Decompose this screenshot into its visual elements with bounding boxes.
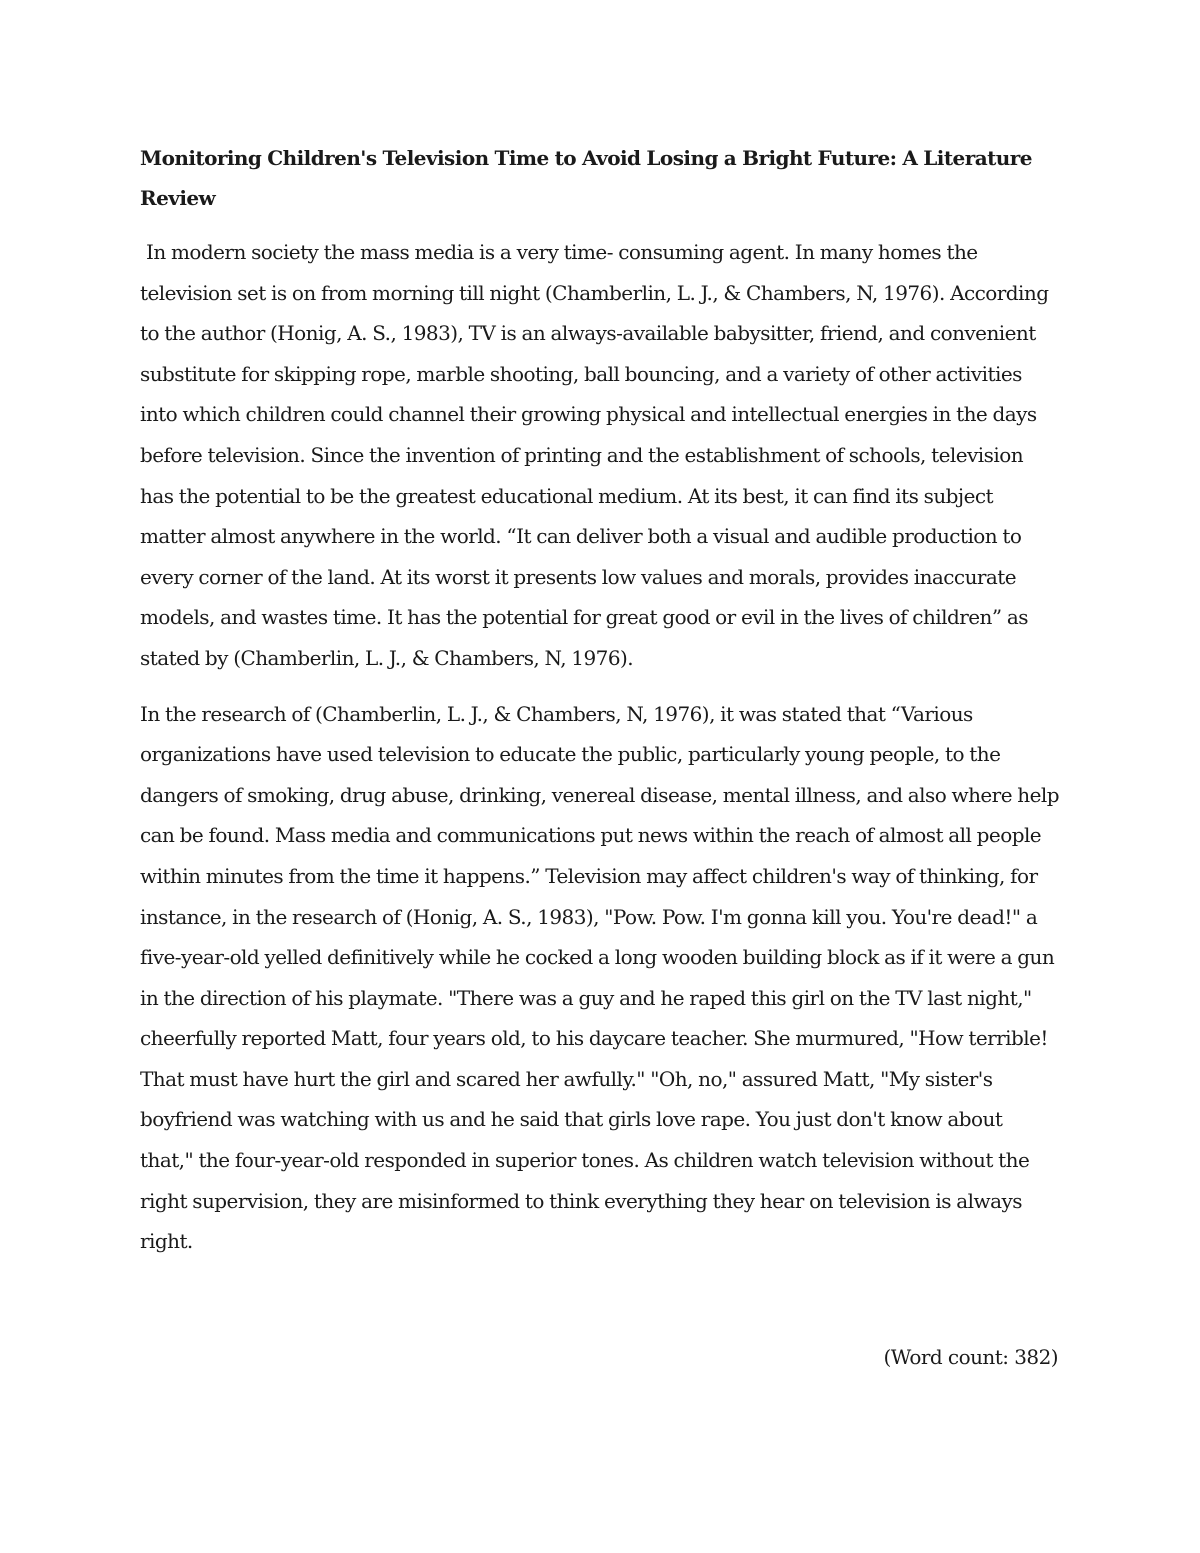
paragraph-2: In the research of (Chamberlin, L. J., & Chambers, N, 1976), it was stated that “Various organizations have used television to educate the public, particularly young people, to the dangers of smoking, drug abuse, drinking, venereal disease, mental illness, and also where help can be found. Mass media and communications put news within the reach of almost all people within minutes from the time it happens.” Television may affect children's way of thinking, for instance, in the research of (Honig, A. S., 1983), "Pow. Pow. I'm gonna kill you. You're dead!" a five-year-old yelled definitively while he cocked a long wooden building block as if it were a gun in the direction of his playmate. "There was a guy and he raped this girl on the TV last night," cheerfully reported Matt, four years old, to his daycare teacher. She murmured, "How terrible! That must have hurt the girl and scared her awfully." "Oh, no," assured Matt, "My sister's boyfriend was watching with us and he said that girls love rape. You just don't know about that," the four-year-old responded in superior tones. As children watch television without the right supervision, they are misinformed to think everything they hear on television is always right. [140, 701, 1060, 1254]
paragraph-1: In modern society the mass media is a very time- consuming agent. In many homes the television set is on from morning till night (Chamberlin, L. J., & Chambers, N, 1976). According to the author (Honig, A. S., 1983), TV is an always-available babysitter, friend, and convenient substitute for skipping rope, marble shooting, ball bouncing, and a variety of other activities into which children could channel their growing physical and intellectual energies in the days before television. Since the invention of printing and the establishment of schools, television has the potential to be the greatest educational medium. At its best, it can find its subject matter almost anywhere in the world. “It can deliver both a visual and audible production to every corner of the land. At its worst it presents low values and morals, provides inaccurate models, and wastes time. It has the potential for great good or evil in the lives of children” as stated by (Chamberlin, L. J., & Chambers, N, 1976). [140, 240, 1049, 670]
document-body [140, 138, 1060, 1277]
document-title: Monitoring Children's Television Time to Avoid Losing a Bright Future: A Literature Review [140, 146, 1032, 210]
word-count: (Word count: 382) [883, 1345, 1058, 1369]
